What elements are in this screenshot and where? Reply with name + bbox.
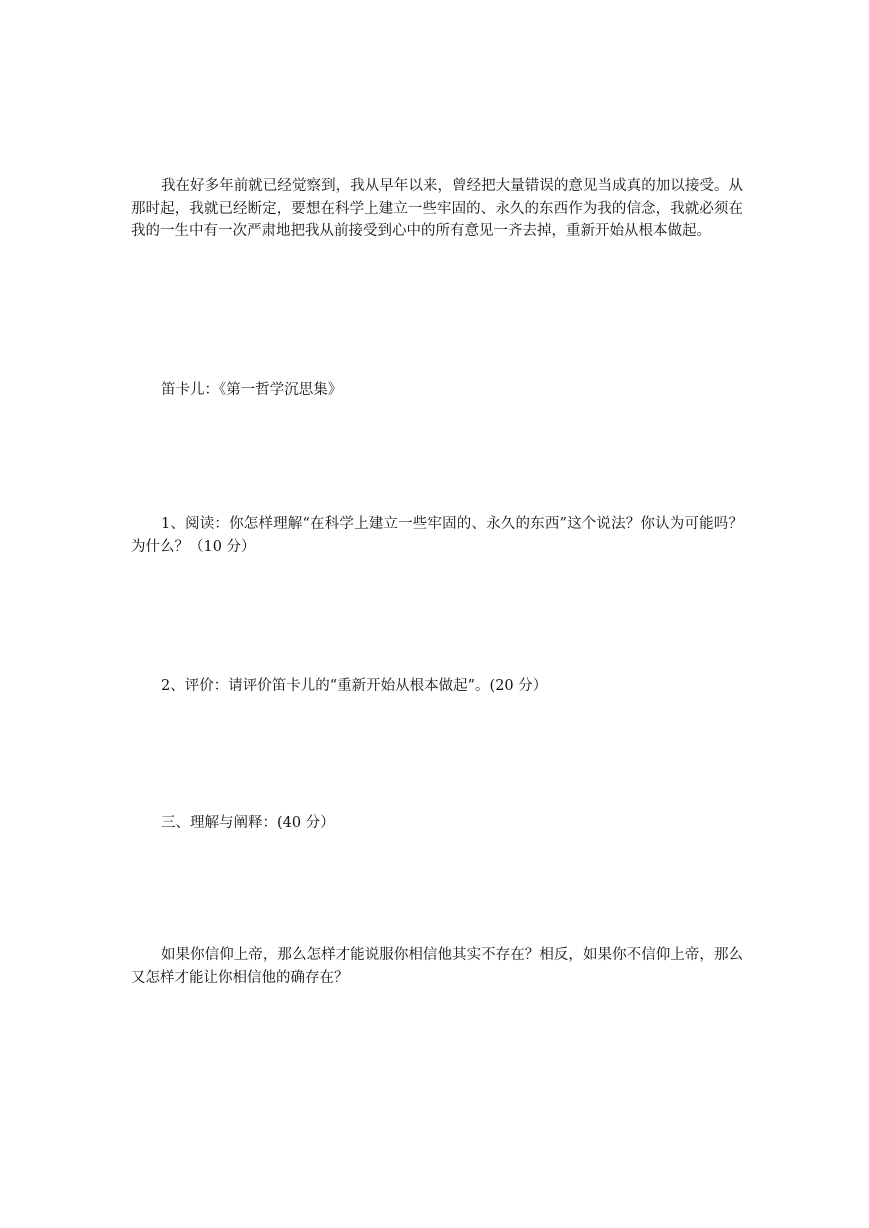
section-3-heading: 三、理解与阐释：(40 分） bbox=[161, 815, 335, 831]
question-2: 2、评价：请评价笛卡儿的“重新开始从根本做起”。(20 分） bbox=[161, 678, 548, 694]
quote-source: 笛卡儿：《第一哲学沉思集》 bbox=[161, 382, 343, 398]
quote-paragraph: 我在好多年前就已经觉察到，我从早年以来，曾经把大量错误的意见当成真的加以接受。从那时起，我就已经断定，要想在科学上建立一些牢固的、永久的东西作为我的信念，我就必须在我的一生中有一次严肃地把我从前接受到心中的所有意见一齐去掉，重新开始从根本做起。 bbox=[131, 178, 743, 239]
question-1: 1、阅读：你怎样理解“在科学上建立一些牢固的、永久的东西”这个说法？你认为可能吗？为什么？（10 分） bbox=[131, 516, 743, 555]
question-3: 如果你信仰上帝，那么怎样才能说服你相信他其实不存在？相反，如果你不信仰上帝，那么又怎样才能让你相信他的确存在？ bbox=[131, 947, 743, 986]
